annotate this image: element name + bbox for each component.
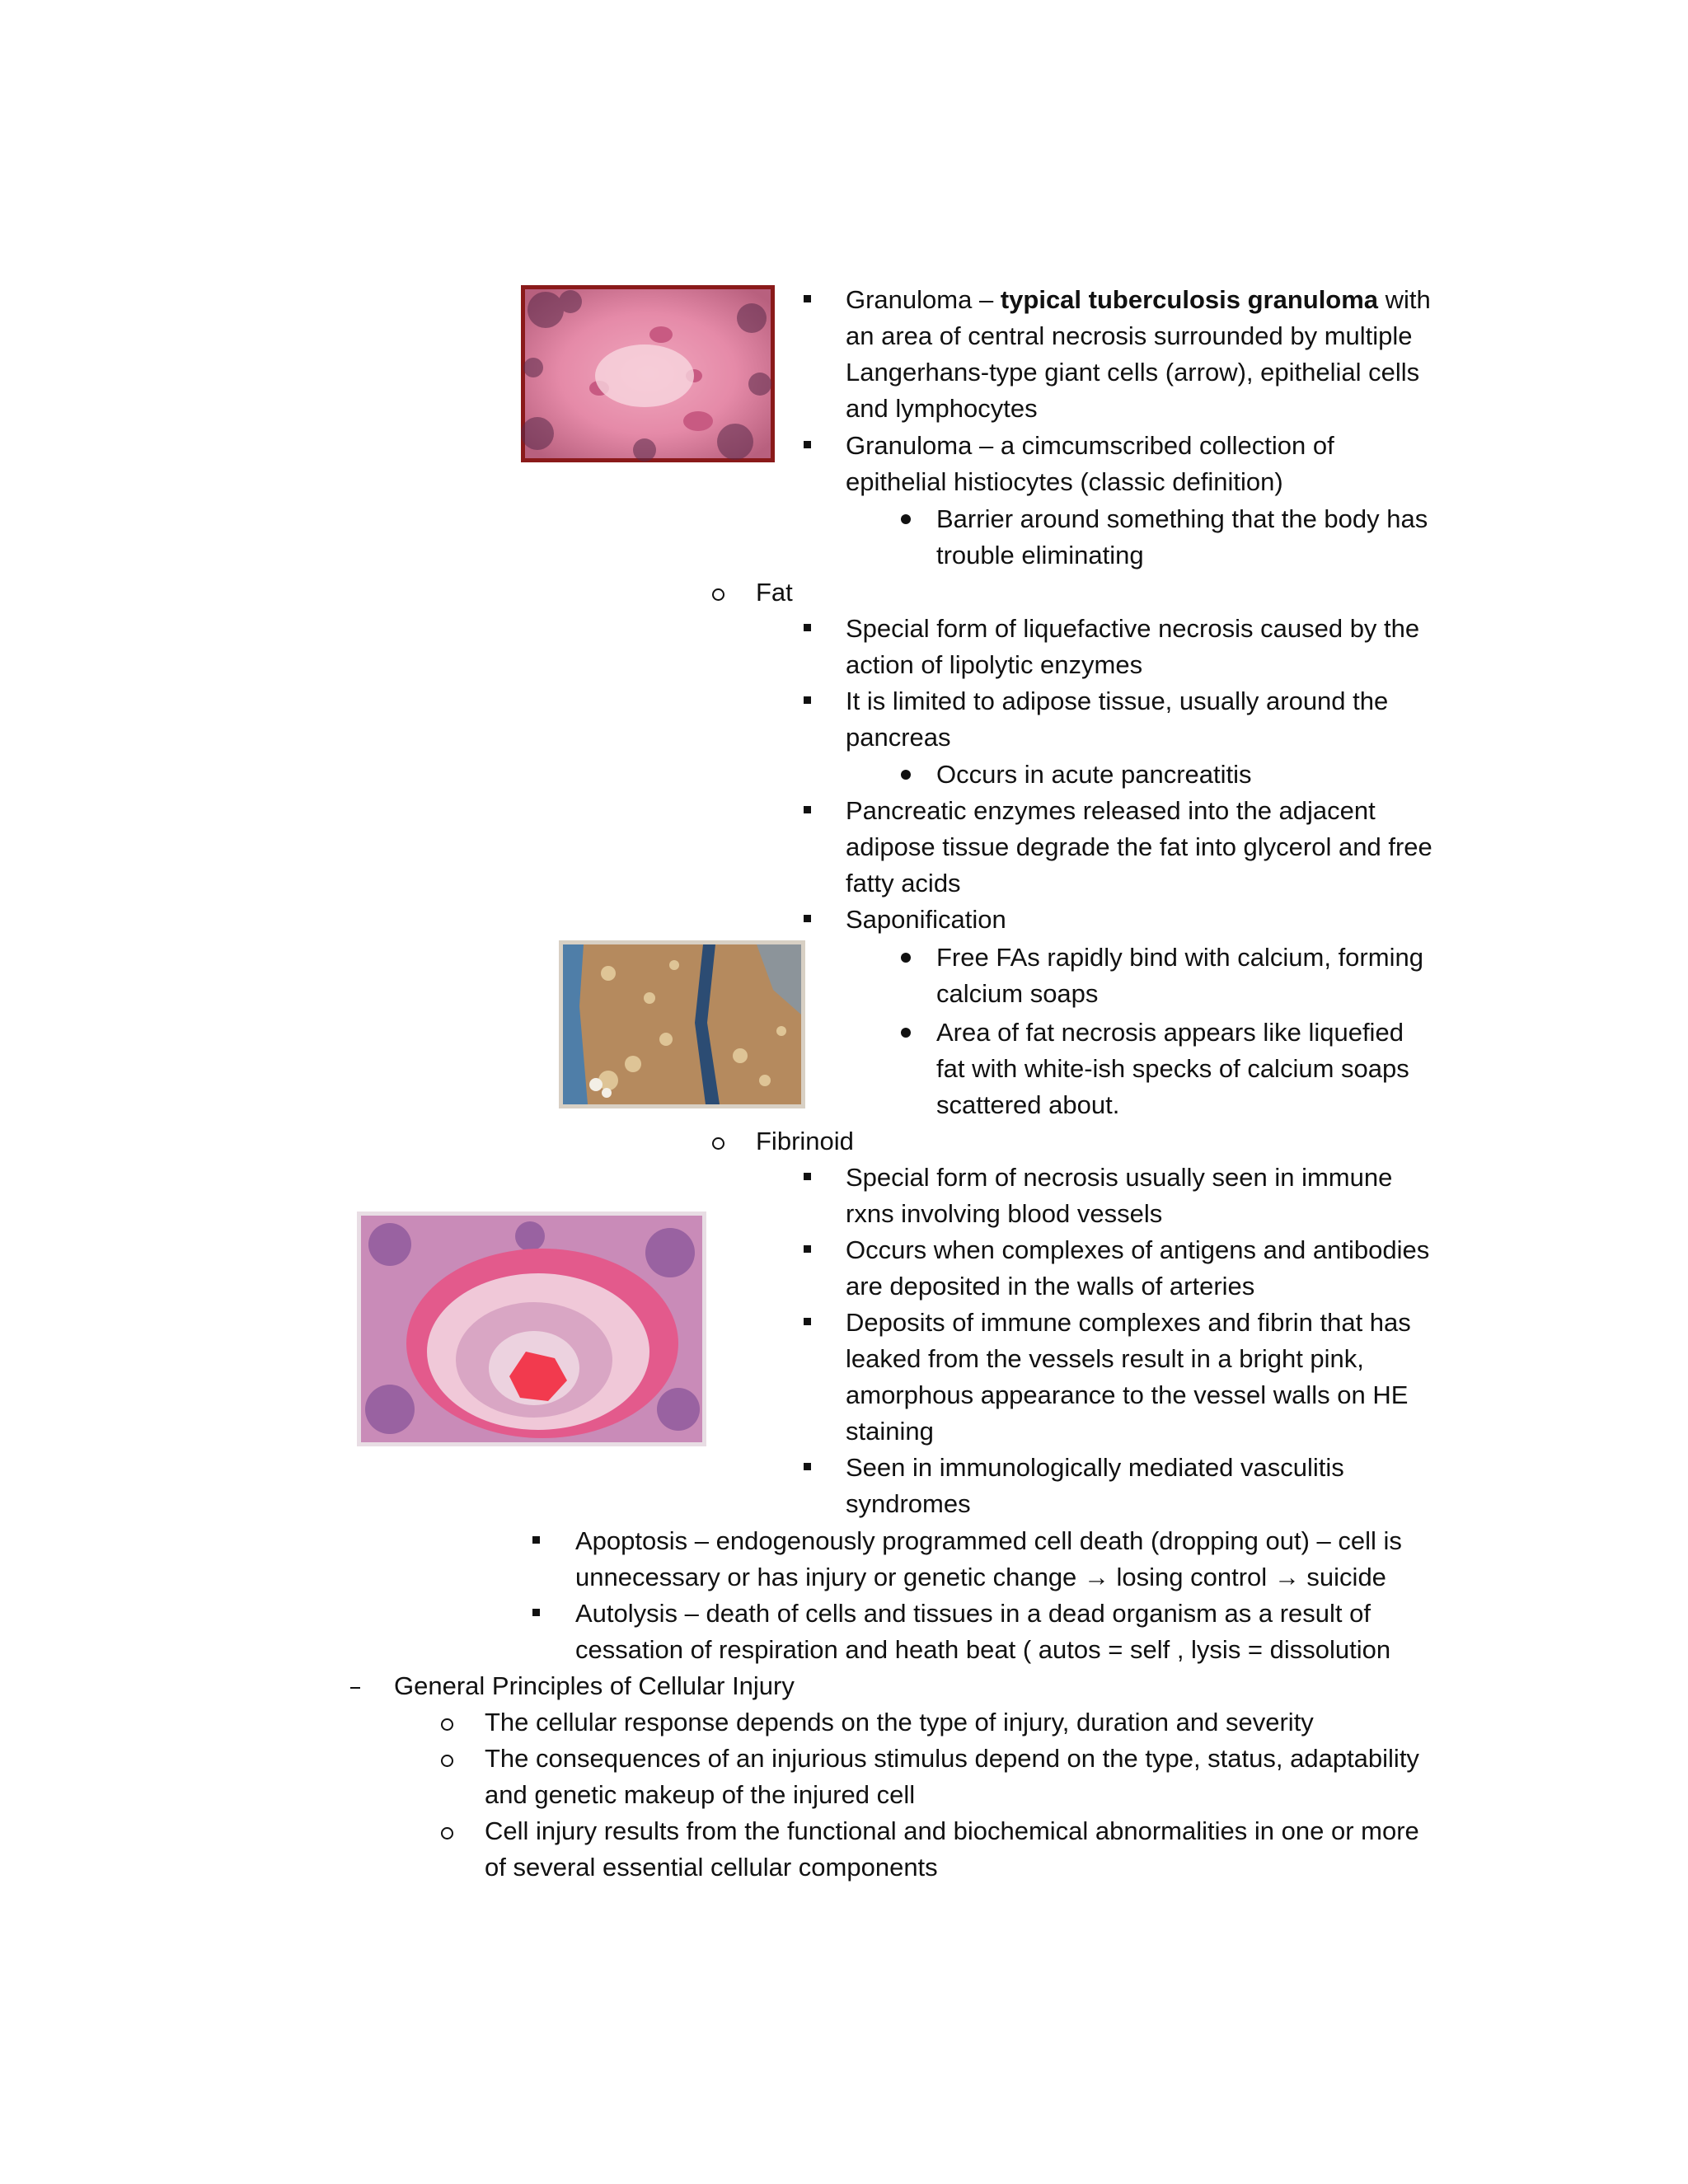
apoptosis-line-2: unnecessary or has injury or genetic change → losing control → suicide: [575, 1563, 1386, 1591]
fibrinoid-bullet-2-line-2: are deposited in the walls of arteries: [846, 1272, 1255, 1301]
bullet-square: [804, 696, 811, 704]
bullet-square: [532, 1609, 540, 1616]
fat-bullet-3-line-2: adipose tissue degrade the fat into glycerol and free: [846, 832, 1432, 861]
fat-bullet-2-line-2: pancreas: [846, 723, 951, 752]
fat-heading: Fat: [756, 578, 793, 607]
bullet-square: [804, 915, 811, 922]
bullet-circle: [712, 1137, 724, 1150]
bullet-square: [804, 1245, 811, 1253]
bullet-circle: [441, 1755, 453, 1767]
bullet-square: [804, 1318, 811, 1325]
fibrinoid-bullet-4-line-2: syndromes: [846, 1489, 971, 1518]
bullet-square: [804, 1463, 811, 1470]
fat-sub-1: Free FAs rapidly bind with calcium, forming: [936, 943, 1423, 972]
bullet-dot: [901, 953, 911, 963]
fibrinoid-bullet-3-line-2: leaked from the vessels result in a bright pink,: [846, 1344, 1364, 1373]
fat-bullet-1: Special form of liquefactive necrosis caused by the: [846, 614, 1420, 643]
granuloma-bullet-2-line-2: epithelial histiocytes (classic definition): [846, 467, 1283, 496]
bullet-circle: [441, 1827, 453, 1840]
bullet-circle: [712, 588, 724, 601]
bullet-square: [804, 441, 811, 448]
granuloma-bullet-1-line-3: Langerhans-type giant cells (arrow), epithelial cells: [846, 358, 1420, 387]
bullet-square: [804, 295, 811, 302]
fibrinoid-bullet-4: Seen in immunologically mediated vasculitis: [846, 1453, 1344, 1482]
bullet-dot: [901, 1028, 911, 1038]
arrow-icon: →: [1083, 1563, 1109, 1591]
fibrinoid-bullet-3-line-3: amorphous appearance to the vessel walls on HE: [846, 1380, 1409, 1409]
granuloma-sub-bullet-line-2: trouble eliminating: [936, 541, 1144, 569]
general-point-3: Cell injury results from the functional and biochemical abnormalities in one or more: [485, 1816, 1419, 1845]
granuloma-bullet-1: Granuloma – typical tuberculosis granuloma with: [846, 285, 1431, 314]
fat-bullet-3-line-3: fatty acids: [846, 869, 961, 898]
granuloma-bullet-2: Granuloma – a cimcumscribed collection of: [846, 431, 1334, 460]
fat-bullet-1-line-2: action of lipolytic enzymes: [846, 650, 1143, 679]
fat-sub-2-line-2: fat with white-ish specks of calcium soaps: [936, 1054, 1409, 1083]
general-point-2-line-2: and genetic makeup of the injured cell: [485, 1780, 916, 1809]
fibrinoid-necrosis-micrograph: [357, 1212, 706, 1446]
apoptosis-line-1: Apoptosis – endogenously programmed cell death (dropping out) – cell is: [575, 1526, 1402, 1555]
general-point-3-line-2: of several essential cellular components: [485, 1853, 938, 1882]
granuloma-sub-bullet: Barrier around something that the body has: [936, 504, 1428, 533]
fat-sub-2-line-3: scattered about.: [936, 1090, 1120, 1119]
bullet-square: [804, 1173, 811, 1180]
fat-necrosis-photo: [559, 940, 805, 1108]
bullet-square: [804, 624, 811, 631]
fibrinoid-bullet-1-line-2: rxns involving blood vessels: [846, 1199, 1163, 1228]
general-point-2: The consequences of an injurious stimulus depend on the type, status, adaptability: [485, 1744, 1419, 1773]
fibrinoid-heading: Fibrinoid: [756, 1127, 854, 1155]
bullet-dot: [901, 514, 911, 524]
fat-bullet-2: It is limited to adipose tissue, usually around the: [846, 687, 1389, 715]
bullet-dash: [350, 1687, 360, 1689]
fat-bullet-3: Pancreatic enzymes released into the adjacent: [846, 796, 1376, 825]
general-point-1: The cellular response depends on the type of injury, duration and severity: [485, 1708, 1314, 1736]
bullet-dot: [901, 770, 911, 780]
fibrinoid-bullet-3-line-4: staining: [846, 1417, 934, 1446]
general-heading: General Principles of Cellular Injury: [394, 1671, 795, 1700]
arrow-icon: →: [1273, 1563, 1300, 1591]
fat-sub-2: Area of fat necrosis appears like liquefied: [936, 1018, 1404, 1047]
granuloma-bullet-1-line-4: and lymphocytes: [846, 394, 1038, 423]
autolysis-line-2: cessation of respiration and heath beat ( autos = self , lysis = dissolution: [575, 1635, 1391, 1664]
fat-sub-1-line-2: calcium soaps: [936, 979, 1099, 1008]
bullet-square: [532, 1536, 540, 1544]
granuloma-bullet-1-line-2: an area of central necrosis surrounded by multiple: [846, 321, 1413, 350]
fibrinoid-bullet-1: Special form of necrosis usually seen in immune: [846, 1163, 1393, 1192]
autolysis-line-1: Autolysis – death of cells and tissues in a dead organism as a result of: [575, 1599, 1371, 1628]
fat-bullet-2-sub: Occurs in acute pancreatitis: [936, 760, 1252, 789]
fibrinoid-bullet-3: Deposits of immune complexes and fibrin that has: [846, 1308, 1411, 1337]
bullet-circle: [441, 1718, 453, 1731]
bullet-square: [804, 806, 811, 813]
granuloma-micrograph: [521, 285, 775, 462]
fibrinoid-bullet-2: Occurs when complexes of antigens and antibodies: [846, 1235, 1430, 1264]
fat-bullet-4: Saponification: [846, 905, 1006, 934]
